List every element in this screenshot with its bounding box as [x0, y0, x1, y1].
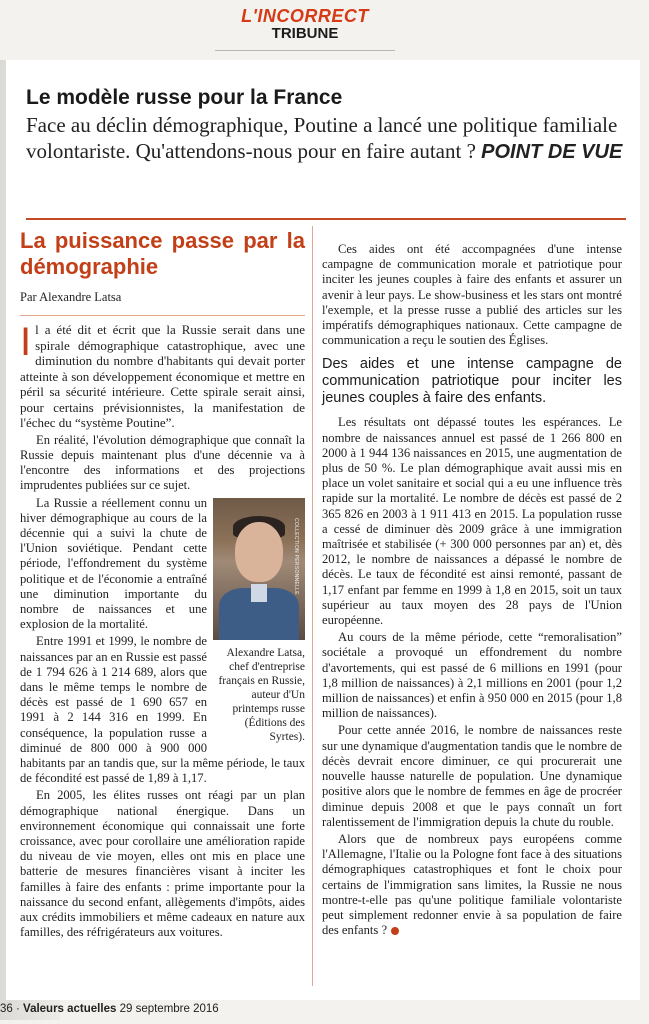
- photo-caption: Alexandre Latsa, chef d'entreprise français en Russie, auteur d'Un printemps russe (Éditions des Syrtes).: [218, 646, 305, 743]
- header-rule: [215, 50, 395, 51]
- paragraph: Entre 1991 et 1999, le nombre de naissances par an en Russie est passé de 1 794 626 à 1 214 689, alors que dans le même temps le nombre de décès est passé de 1 690 657 en 1991 à 2 144 316 en 1999. En conséquence, la population russe a diminué de 800 000 à 900 000 habitants par an tandis que, sur la même période, le taux de fécondité est passé de 1,89 à 1,17.: [20, 634, 305, 786]
- paragraph: [322, 832, 622, 938]
- paragraph: La Russie a réellement connu un hiver démographique au cours de la décennie qui a suivi la chute de l'Union soviétique. Pendant cette période, l'effondrement du système politique et de l'économie a entraîné une diminution importante du nombre de naissances et une explosion de la mortalité.: [20, 495, 207, 632]
- final-paragraph-text: Alors que de nombreux pays européens comme l'Allemagne, l'Italie ou la Pologne font face à des situations démographiques catastrophiques et font le choix pour certains de l'immigration sans limites, la Russie ne nous montre-t-elle pas qu'une politique familiale volontariste peut simplement redonner envie à sa population de faire des enfants ?: [322, 831, 622, 938]
- byline: Par Alexandre Latsa: [20, 290, 122, 304]
- deck-tag: POINT DE VUE: [481, 141, 623, 163]
- page-number: 36: [0, 1003, 13, 1015]
- article-title: Le modèle russe pour la France: [26, 86, 343, 109]
- paragraph: Au cours de la même période, cette “remoralisation” sociétale a provoqué un effondrement du nombre d'avortements, qui est passé de 6 millions en 1991 (pour 1,8 million de naissances) à 2,1 millions en 2001 (pour 1,2 million de naissances) et enfin à 950 000 en 2015 (pour 1,8 million de naissances).: [322, 630, 622, 721]
- folio: 36 · Valeurs actuelles 29 septembre 2016: [0, 1003, 219, 1015]
- end-mark-icon: [391, 927, 399, 935]
- headline-block: [26, 86, 626, 165]
- photo-credit: COLLECTION PERSONNELLE: [293, 517, 299, 595]
- section-label: TRIBUNE: [271, 25, 339, 42]
- author-photo-block: [213, 498, 305, 744]
- paragraph: Ces aides ont été accompagnées d'une intense campagne de communication morale et patriotique pour inciter les jeunes couples à faire des enfants et assurer un avenir à leur pays. Le show-business et les stars ont montré l'exemple, et la presse russe a publié des articles sur les impératifs démographiques nationaux. Cette campagne de communication a reçu le soutien des Églises.: [322, 242, 622, 348]
- byline-rule: [20, 315, 305, 316]
- section-header: [215, 6, 395, 50]
- left-column: [20, 226, 305, 940]
- paragraph: Pour cette année 2016, le nombre de naissances reste sur une dynamique d'augmentation tandis que le nombre de décès devrait encore diminuer, ce qui procurerait une nouvelle hausse naturelle de population. Une dynamique positive alors que le nombre de femmes en âge de procréer diminue depuis 2008 et que le pays connaît un fort ralentissement de l'immigration depuis la chute du rouble.: [322, 723, 622, 829]
- pull-quote: Des aides et une intense campagne de communication patriotique pour inciter les jeunes couples à faire des enfants.: [322, 356, 622, 407]
- paragraph: En 2005, les élites russes ont réagi par un plan démographique national énergique. Dans un environnement économique qui connaissait une forte croissance, avec pour corollaire une amélioration rapide du niveau de vie moyen, elles ont mis en place une batterie de mesures financières visant à inciter les familles à faire des enfants : prime importante pour la naissance du second enfant, allègements d'impôts, aides aux crédits immobiliers et même cadeaux en nature aux familles, des réfrigérateurs aux voitures.: [20, 788, 305, 940]
- drop-cap: I: [20, 320, 32, 365]
- column-divider: [312, 226, 313, 986]
- brand-label: L'INCORRECT: [241, 6, 369, 26]
- subtitle: La puissance passe par la démographie: [20, 228, 305, 279]
- lead-paragraph: [20, 322, 305, 431]
- lead-text: l a été dit et écrit que la Russie serait dans une spirale démographique catastrophique, avec une diminution du nombre d'habitants qui devait porter atteinte à son développement économique et mettre en péril sa sécurité intérieure. Cette spirale serait ainsi, pour certains prévisionnistes, la manifestation de l'échec du “système Poutine”.: [20, 322, 305, 431]
- headline-rule: [26, 218, 626, 220]
- issue-date: 29 septembre 2016: [119, 1003, 219, 1015]
- page-footer: [0, 1000, 649, 1024]
- article-deck: [26, 112, 626, 165]
- right-column: [322, 240, 622, 938]
- publication-name: Valeurs actuelles: [23, 1003, 117, 1015]
- paragraph: En réalité, l'évolution démographique que connaît la Russie depuis maintenant plus d'une décennie va à l'encontre des informations et des projections imprudentes publiées sur ce sujet.: [20, 432, 305, 493]
- author-photo: [213, 498, 305, 640]
- deck-text: Face au déclin démographique, Poutine a lancé une politique familiale volontariste. Qu'attendons-nous pour en faire autant ?: [26, 113, 618, 163]
- paragraph: Les résultats ont dépassé toutes les espérances. Le nombre de naissances annuel est passé de 1 266 800 en 2000 à 1 944 136 naissances en 2015, une augmentation de plus de 50 %. Le plan démographique avait aussi mis en place un volet sanitaire et social qui a eu une influence très rapide sur la mortalité. Le nombre de décès est passé de 2 365 826 en 2003 à 1 911 413 en 2015. La population russe a cessé de diminuer dès 2009 grâce à une immigration maîtrisée et stabilisée (+ 300 000 personnes par an) et, dès 2012, le nombre de naissances a dépassé le nombre de décès. Le taux de fécondité est ainsi remonté, passant de 1,17 enfant par femme en 1999 à 1,8 en 2015, soit un taux supérieur au taux moyen des 28 pays de l'Union européenne.: [322, 415, 622, 628]
